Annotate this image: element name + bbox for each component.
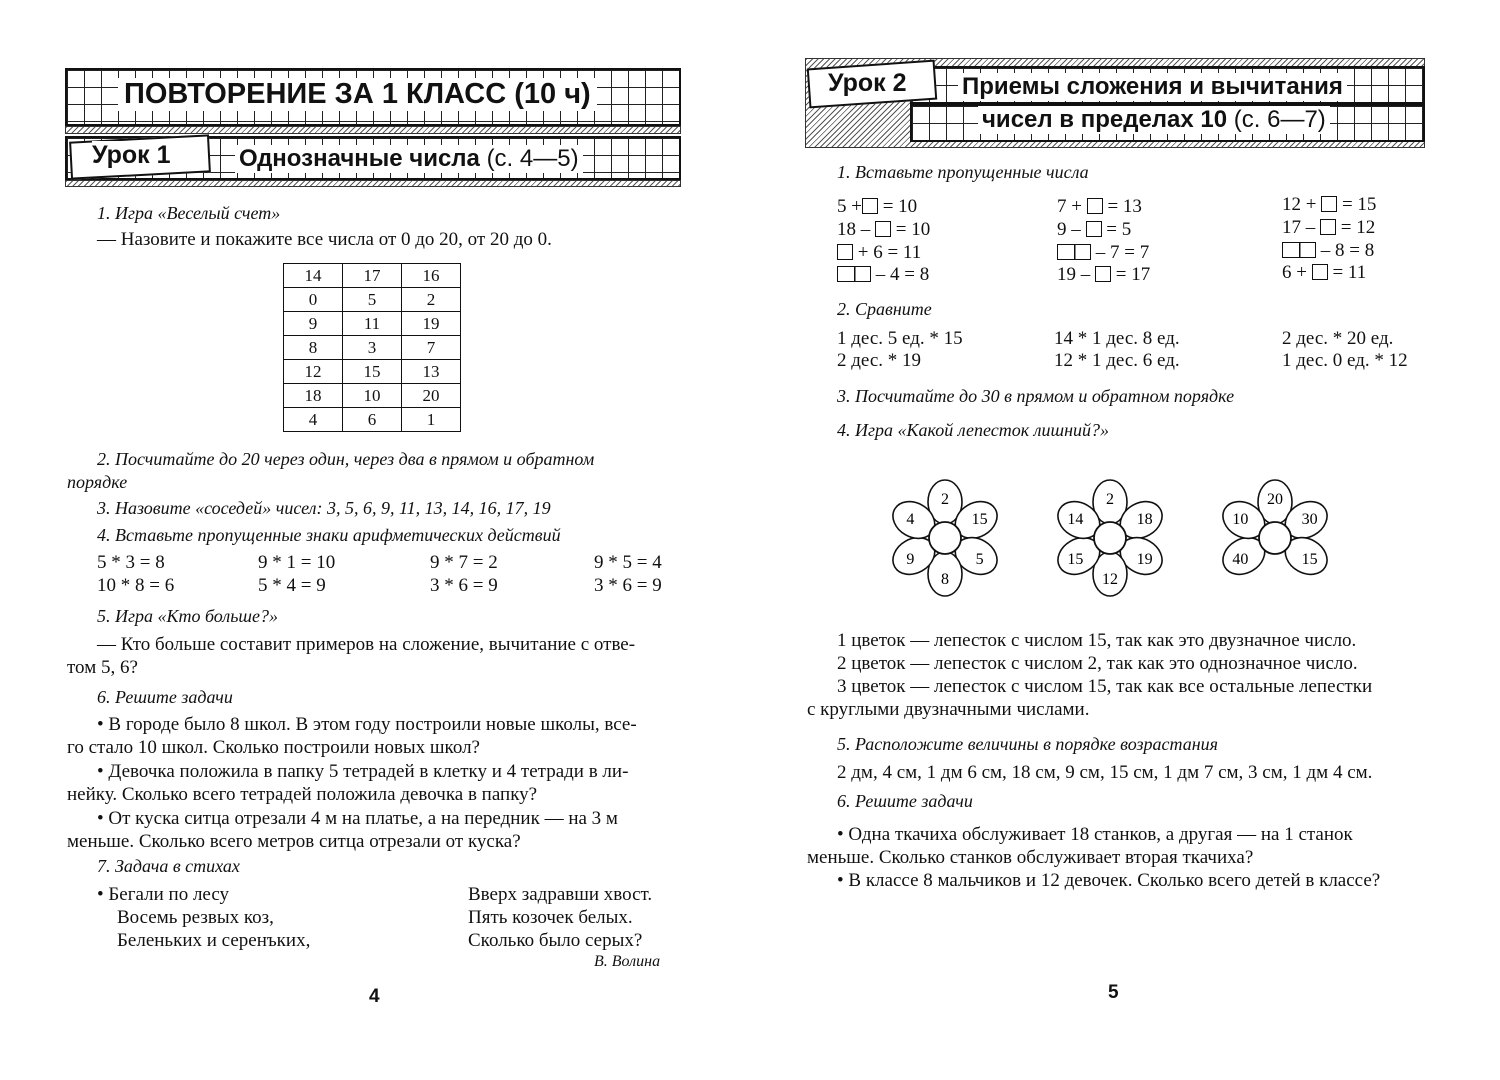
eq-part: 19 – — [1057, 264, 1091, 285]
table-cell: 5 — [343, 288, 402, 312]
table-cell: 0 — [284, 288, 343, 312]
petal-number: 19 — [1136, 551, 1153, 568]
flowers-figure — [880, 478, 1440, 608]
table-row — [284, 336, 461, 360]
table-cell: 1 — [402, 408, 461, 432]
eq-8: 3 * 6 = 9 — [594, 575, 662, 596]
eq-part: = 13 — [1107, 196, 1142, 217]
blank-box — [1321, 196, 1337, 212]
ins-c3-r4 — [1282, 262, 1366, 284]
petal-number: 2 — [1106, 491, 1114, 508]
task-5-title: 5. Игра «Кто больше?» — [97, 606, 278, 626]
section-title: ПОВТОРЕНИЕ ЗА 1 КЛАСС (10 ч) — [118, 78, 597, 111]
blank-box — [875, 221, 891, 237]
flower-center — [1259, 522, 1291, 554]
task-1-title: 1. Игра «Веселый счет» — [97, 203, 281, 223]
flower-center — [1094, 522, 1126, 554]
cmp-6: 1 дес. 0 ед. * 12 — [1282, 350, 1408, 371]
table-cell: 14 — [284, 264, 343, 288]
task-6-title: 6. Решите задачи — [837, 791, 973, 811]
task-5-text: — Кто больше составит примеров на сложение, вычитание с отве- — [97, 634, 636, 655]
task-2-title-cont: порядке — [67, 472, 128, 492]
table-row — [284, 312, 461, 336]
task-6-title: 6. Решите задачи — [97, 687, 233, 707]
problem-3-cont: меньше. Сколько всего метров ситца отрезали от куска? — [67, 831, 521, 852]
table-cell: 20 — [402, 384, 461, 408]
petal-number: 14 — [1067, 511, 1084, 528]
blank-box — [1320, 219, 1336, 235]
poem-author: В. Волина — [594, 953, 661, 970]
table-cell: 8 — [284, 336, 343, 360]
ins-c1-r3 — [837, 242, 921, 264]
task-4-title: 4. Игра «Какой лепесток лишний?» — [837, 420, 1110, 440]
lesson-pages: (с. 4—5) — [486, 145, 579, 172]
blank-box — [1087, 198, 1103, 214]
lesson-title-2-text: чисел в пределах 10 — [982, 106, 1228, 133]
eq-part: = 17 — [1115, 264, 1151, 285]
petal-number: 4 — [906, 511, 915, 528]
poem-left-1: • Бегали по лесу — [97, 884, 230, 905]
petal-number: 30 — [1301, 511, 1318, 528]
petal-number: 9 — [906, 551, 915, 568]
table-cell: 16 — [402, 264, 461, 288]
blank-box — [837, 244, 853, 260]
problem-1: • В городе было 8 школ. В этом году построили новые школы, все- — [97, 714, 637, 735]
problem-2: • Девочка положила в папку 5 тетрадей в клетку и 4 тетради в ли- — [97, 761, 629, 782]
page-number: 4 — [369, 986, 380, 1007]
eq-part: 17 – — [1282, 217, 1316, 238]
eq-2: 10 * 8 = 6 — [97, 575, 175, 596]
numbers-table — [283, 263, 461, 432]
task-1-text: — Назовите и покажите все числа от 0 до 20, от 20 до 0. — [97, 229, 552, 250]
eq-part: = 15 — [1341, 194, 1377, 215]
left-page — [0, 0, 740, 1080]
poem-right-3: Сколько было серых? — [468, 930, 643, 951]
poem-right-2: Пять козочек белых. — [468, 907, 633, 928]
lesson-header-shadow — [65, 180, 681, 187]
ins-c3-r3 — [1282, 240, 1374, 262]
poem-left-2: Восемь резвых коз, — [117, 907, 274, 928]
blank-box-double — [1282, 242, 1316, 258]
ins-c2-r3 — [1057, 242, 1149, 264]
task-1-title: 1. Вставьте пропущенные числа — [837, 162, 1089, 182]
lesson-label: Урок 1 — [92, 141, 171, 169]
lesson-title-2 — [978, 106, 1330, 134]
eq-part: – 4 = 8 — [875, 264, 930, 285]
table-cell: 17 — [343, 264, 402, 288]
eq-6: 3 * 6 = 9 — [430, 575, 498, 596]
problem-1: • Одна ткачиха обслуживает 18 станков, а другая — на 1 станок — [837, 824, 1353, 845]
ins-c1-r4 — [837, 264, 929, 286]
petal-number: 15 — [971, 511, 988, 528]
eq-7: 9 * 5 = 4 — [594, 552, 662, 573]
table-cell: 13 — [402, 360, 461, 384]
ins-c2-r4 — [1057, 264, 1150, 286]
petal-number: 40 — [1232, 551, 1249, 568]
eq-part: 6 + — [1282, 262, 1307, 283]
task-2-title: 2. Сравните — [837, 299, 932, 319]
blank-box — [1095, 266, 1111, 282]
lesson-pages: (с. 6—7) — [1233, 106, 1326, 133]
page-number: 5 — [1108, 982, 1119, 1003]
eq-part: 5 + — [837, 196, 862, 217]
blank-box-double — [1057, 244, 1091, 260]
eq-part: = 5 — [1106, 219, 1132, 240]
ins-c3-r2 — [1282, 217, 1375, 239]
table-row — [284, 408, 461, 432]
poem-right-1: Вверх задравши хвост. — [468, 884, 653, 905]
table-cell: 9 — [284, 312, 343, 336]
eq-3: 9 * 1 = 10 — [258, 552, 336, 573]
table-cell: 3 — [343, 336, 402, 360]
table-row — [284, 288, 461, 312]
problem-1-cont: го стало 10 школ. Сколько построили новых школ? — [67, 737, 480, 758]
ins-c1-r1 — [837, 196, 917, 218]
task-5-text: 2 дм, 4 см, 1 дм 6 см, 18 см, 9 см, 15 см, 1 дм 7 см, 3 см, 1 дм 4 см. — [837, 762, 1373, 783]
eq-part: 12 + — [1282, 194, 1317, 215]
flower-center — [929, 522, 961, 554]
petal-number: 18 — [1136, 511, 1153, 528]
lesson-title-text: Однозначные числа — [239, 145, 480, 172]
eq-part: = 10 — [895, 219, 931, 240]
table-cell: 15 — [343, 360, 402, 384]
lesson-title-1: Приемы сложения и вычитания — [958, 73, 1347, 101]
blank-box — [862, 198, 878, 214]
table-cell: 12 — [284, 360, 343, 384]
section-header-shadow — [65, 126, 681, 134]
blank-box-double — [837, 266, 871, 282]
problem-2: • В классе 8 мальчиков и 12 девочек. Сколько всего детей в классе? — [837, 870, 1381, 891]
table-row — [284, 384, 461, 408]
problem-3: • От куска ситца отрезали 4 м на платье, а на передник — на 3 м — [97, 808, 618, 829]
task-4-title: 4. Вставьте пропущенные знаки арифметических действий — [97, 525, 561, 545]
poem-left-3: Беленьких и серенъких, — [117, 930, 311, 951]
task-7-title: 7. Задача в стихах — [97, 856, 240, 876]
petal-number: 12 — [1102, 571, 1118, 588]
table-cell: 11 — [343, 312, 402, 336]
eq-part: = 11 — [1332, 262, 1367, 283]
blank-box — [1312, 264, 1328, 280]
eq-4: 5 * 4 = 9 — [258, 575, 326, 596]
table-cell: 18 — [284, 384, 343, 408]
petal-number: 20 — [1267, 491, 1283, 508]
table-cell: 7 — [402, 336, 461, 360]
cmp-4: 12 * 1 дес. 6 ед. — [1054, 350, 1180, 371]
task-3-title: 3. Назовите «соседей» чисел: 3, 5, 6, 9, 11, 13, 14, 16, 17, 19 — [97, 498, 551, 518]
answer-3-cont: с круглыми двузначными числами. — [807, 699, 1090, 720]
lesson-title — [235, 145, 583, 173]
table-cell: 6 — [343, 408, 402, 432]
ins-c1-r2 — [837, 219, 930, 241]
ins-c2-r2 — [1057, 219, 1131, 241]
eq-part: 7 + — [1057, 196, 1082, 217]
answer-3: 3 цветок — лепесток с числом 15, так как все остальные лепестки — [837, 676, 1373, 697]
eq-part: – 8 = 8 — [1320, 240, 1375, 261]
eq-5: 9 * 7 = 2 — [430, 552, 498, 573]
cmp-1: 1 дес. 5 ед. * 15 — [837, 328, 963, 349]
answer-2: 2 цветок — лепесток с числом 2, так как это однозначное число. — [837, 653, 1358, 674]
blank-box — [1086, 221, 1102, 237]
eq-part: 9 – — [1057, 219, 1081, 240]
task-5-title: 5. Расположите величины в порядке возрастания — [837, 734, 1218, 754]
petal-number: 10 — [1232, 511, 1249, 528]
task-3-title: 3. Посчитайте до 30 в прямом и обратном порядке — [837, 386, 1235, 406]
task-5-text-cont: том 5, 6? — [67, 657, 138, 678]
cmp-3: 14 * 1 дес. 8 ед. — [1054, 328, 1180, 349]
eq-1: 5 * 3 = 8 — [97, 552, 165, 573]
cmp-2: 2 дес. * 19 — [837, 350, 922, 371]
lesson-label: Урок 2 — [828, 69, 907, 97]
petal-number: 15 — [1301, 551, 1318, 568]
answer-1: 1 цветок — лепесток с числом 15, так как это двузначное число. — [837, 630, 1357, 651]
table-cell: 19 — [402, 312, 461, 336]
table-cell: 2 — [402, 288, 461, 312]
table-cell: 4 — [284, 408, 343, 432]
eq-part: = 10 — [882, 196, 918, 217]
eq-part: + 6 = 11 — [857, 242, 922, 263]
table-cell: 10 — [343, 384, 402, 408]
task-2-title: 2. Посчитайте до 20 через один, через два в прямом и обратном — [97, 449, 595, 469]
eq-part: 18 – — [837, 219, 871, 240]
eq-part: – 7 = 7 — [1095, 242, 1150, 263]
table-row — [284, 360, 461, 384]
table-row — [284, 264, 461, 288]
problem-1-cont: меньше. Сколько станков обслуживает вторая ткачиха? — [807, 847, 1254, 868]
petal-number: 15 — [1067, 551, 1084, 568]
cmp-5: 2 дес. * 20 ед. — [1282, 328, 1394, 349]
eq-part: = 12 — [1340, 217, 1376, 238]
right-page — [760, 0, 1500, 1080]
petal-number: 8 — [941, 571, 949, 588]
problem-2-cont: нейку. Сколько всего тетрадей положила девочка в папку? — [67, 784, 538, 805]
petal-number: 2 — [941, 491, 949, 508]
ins-c3-r1 — [1282, 194, 1376, 216]
ins-c2-r1 — [1057, 196, 1142, 218]
petal-number: 5 — [975, 551, 984, 568]
